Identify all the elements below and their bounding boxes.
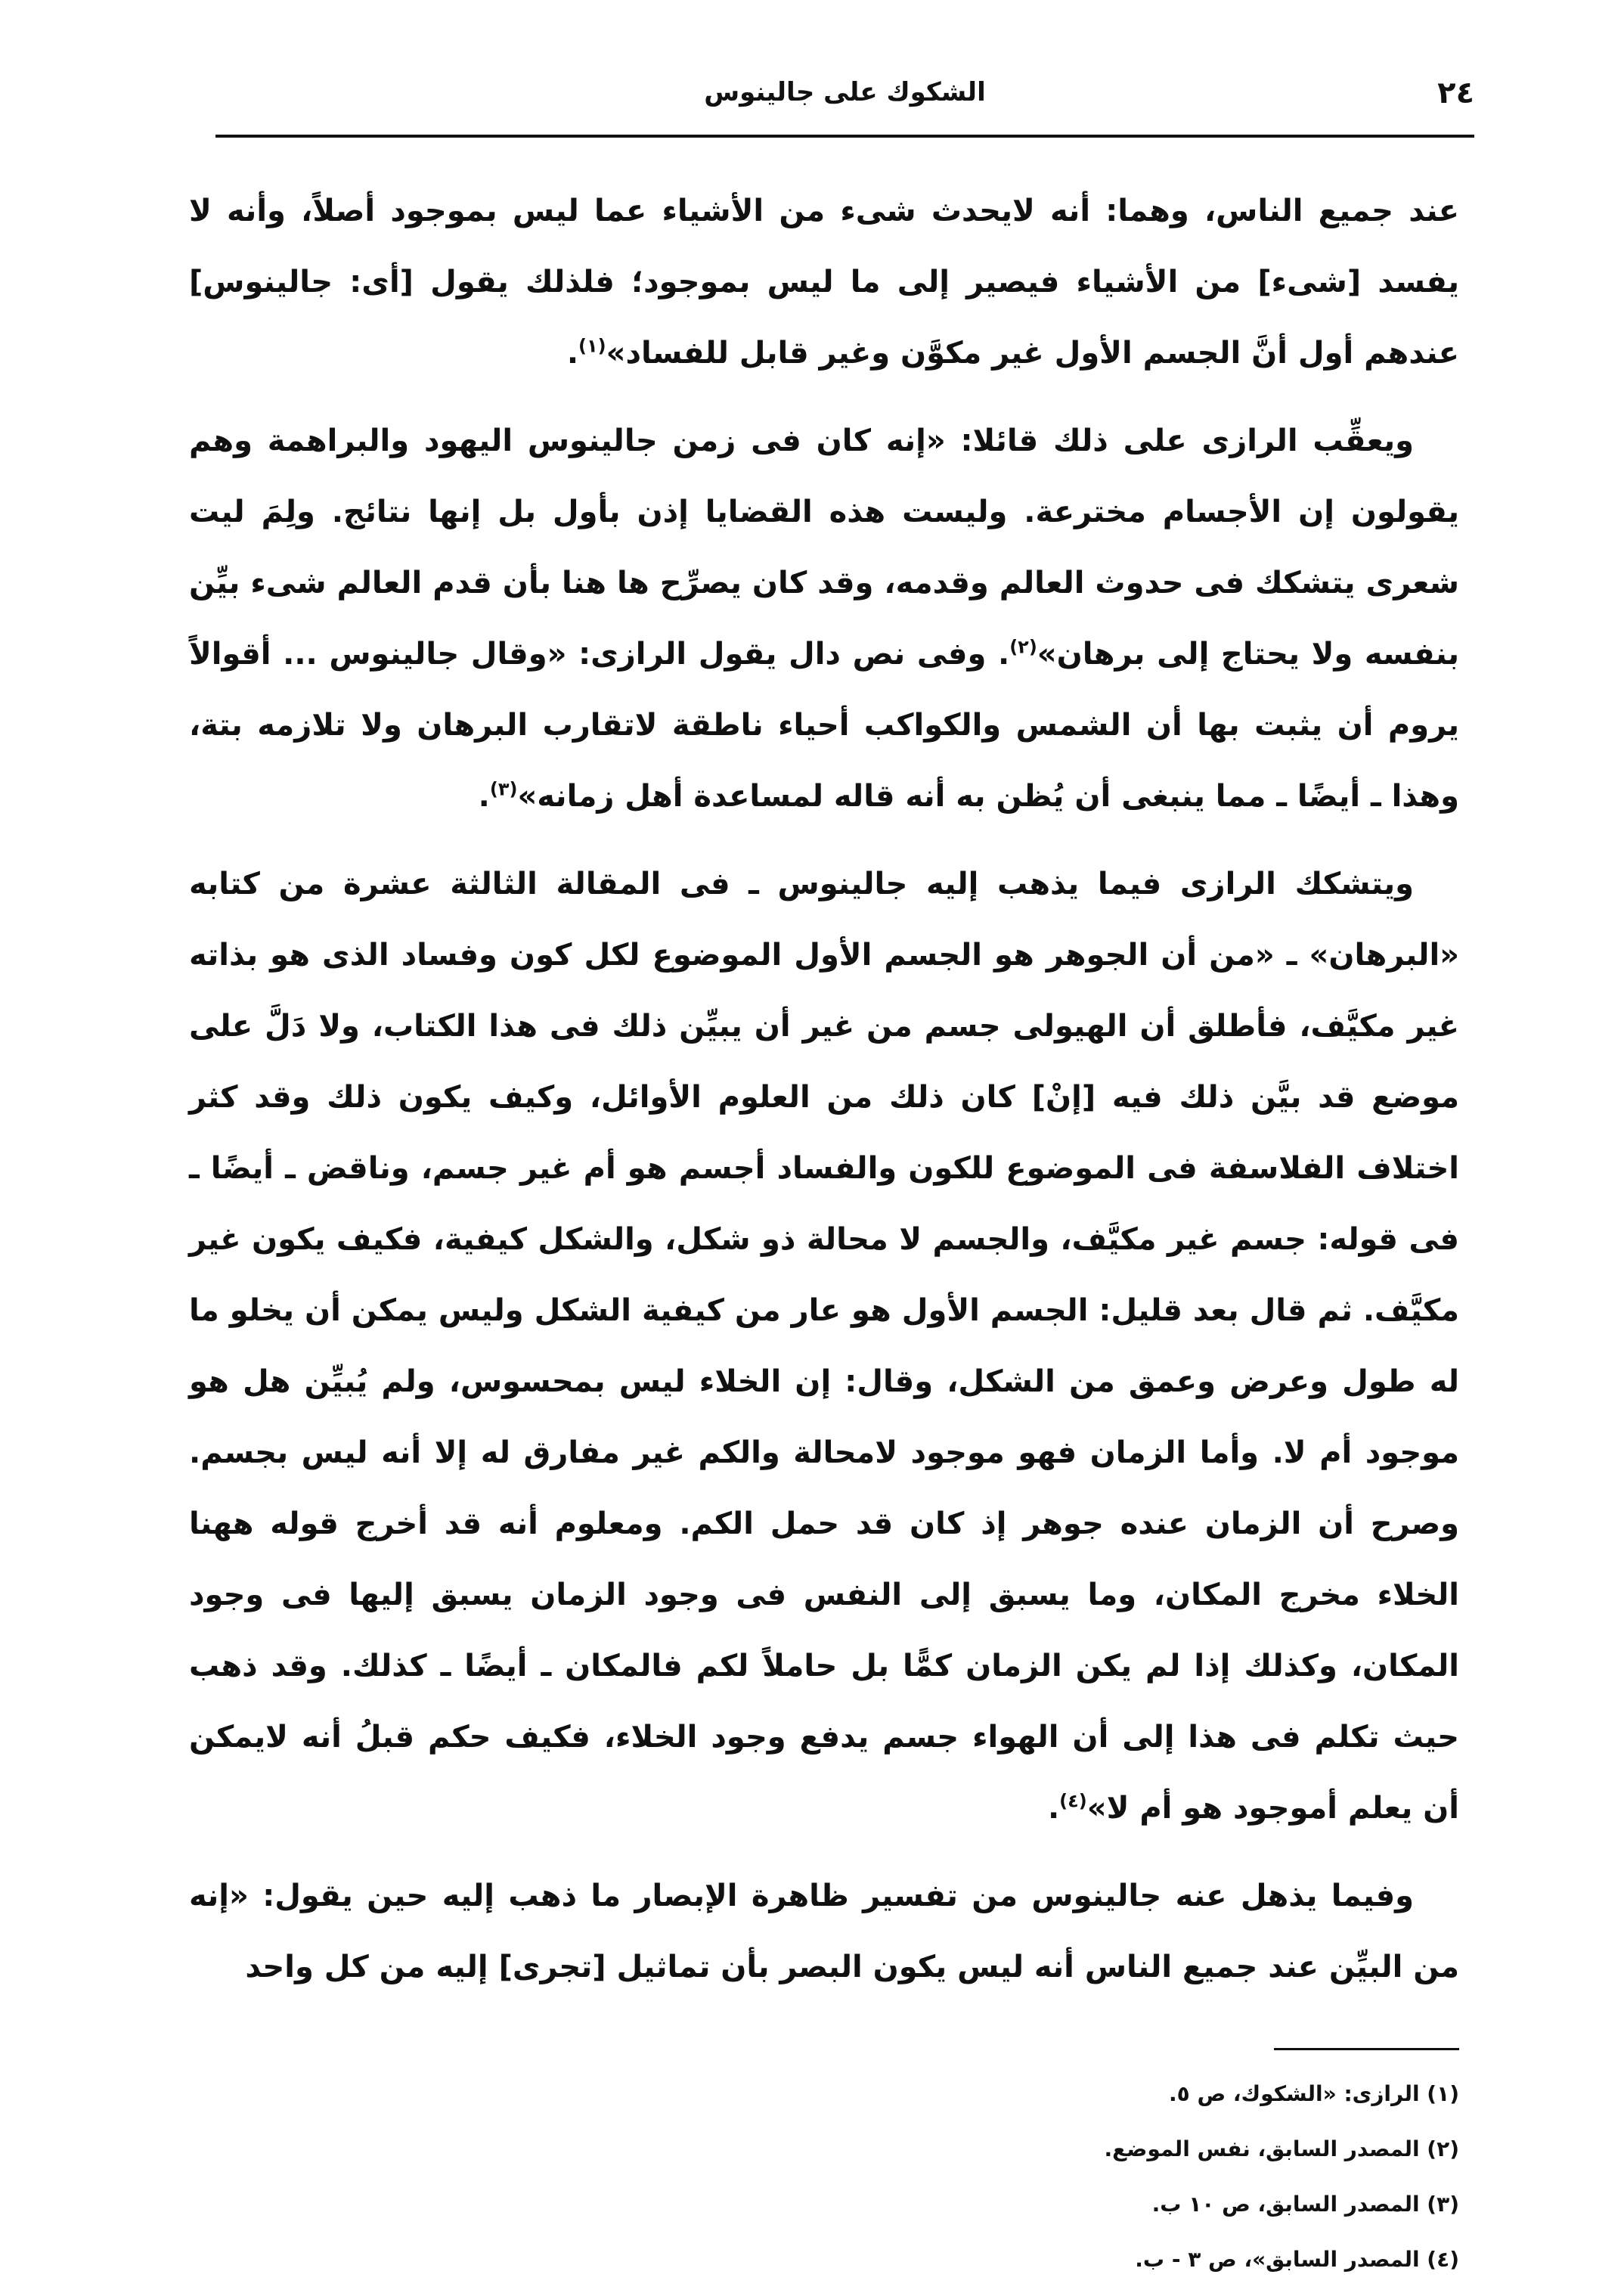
footnote-ref: (١) <box>578 335 606 357</box>
paragraph-tail: . <box>1047 1791 1060 1826</box>
footnote-1: (١) الرازى: «الشكوك، ص ٥. <box>1168 2081 1459 2106</box>
paragraph-tail: . <box>478 779 490 814</box>
footnote-ref: (٤) <box>1059 1790 1087 1812</box>
footnotes <box>189 2066 1459 2287</box>
paragraph-4 <box>189 1860 1459 2003</box>
paragraph-tail: . <box>566 336 579 371</box>
paragraph-3 <box>189 849 1459 1844</box>
page-header <box>215 76 1474 136</box>
running-title: الشكوك على جالينوس <box>704 77 986 107</box>
footnote-2: (٢) المصدر السابق، نفس الموضع. <box>1104 2136 1459 2161</box>
paragraph-text: ويتشكك الرازى فيما يذهب إليه جالينوس ـ فى المقالة الثالثة عشرة من كتابه «البرهان» ـ «من أن الجوهر هو الجسم الأول الموضوع لكل كون وفساد الذى هو بذاته غير مكيَّف، فأطلق أن الهيولى جسم من غير أن يبيِّن ذلك فى هذا الكتاب، ولا دَلَّ على موضع قد بيَّن ذلك فيه [إنْ] كان ذلك من العلوم الأوائل، وكيف يكون ذلك وقد كثر اختلاف الفلاسفة فى الموضوع للكون والفساد أجسم هو أم غير جسم، وناقض ـ أيضًا ـ فى قوله: جسم غير مكيَّف، والجسم لا محالة ذو شكل، والشكل كيفية، فكيف يكون غير مكيَّف. ثم قال بعد قليل: الجسم الأول هو عار من كيفية الشكل وليس يمكن أن يخلو ما له طول وعرض وعمق من الشكل، وقال: إن الخلاء ليس بمحسوس، ولم يُبيِّن هل هو موجود أم لا. وأما الزمان فهو موجود لامحالة والكم غير مفارق له إلا أنه ليس بجسم. وصرح أن الزمان عنده جوهر إذ كان قد حمل الكم. ومعلوم أنه قد أخرج قوله ههنا الخلاء مخرج المكان، وما يسبق إلى النفس فى وجود الزمان يسبق إليها فى وجود المكان، وكذلك إذا لم يكن الزمان كمًّا بل حاملاً لكم فالمكان ـ أيضًا ـ كذلك. وقد ذهب حيث تكلم فى هذا إلى أن الهواء جسم يدفع وجود الخلاء، فكيف حكم قبلُ أنه لايمكن أن يعلم أموجود هو أم لا» <box>189 867 1459 1826</box>
page-number: ٢٤ <box>1437 76 1474 110</box>
footnote-ref: (٣) <box>489 778 518 800</box>
paragraph-2 <box>189 405 1459 832</box>
header-rule <box>215 135 1474 138</box>
paragraph-text: ويعقِّب الرازى على ذلك قائلا: «إنه كان فى زمن جالينوس اليهود والبراهمة وهم يقولون إن الأجسام مخترعة. وليست هذه القضايا إذن بأول بل إنها نتائج. ولِمَ ليت شعرى يتشكك فى حدوث العالم وقدمه، وقد كان يصرِّح ها هنا بأن قدم العالم شىء بيِّن بنفسه ولا يحتاج إلى برهان» <box>189 424 1460 672</box>
paragraph-text: وفيما يذهل عنه جالينوس من تفسير ظاهرة الإبصار ما ذهب إليه حين يقول: «إنه من البيِّن عند جميع الناس أنه ليس يكون البصر بأن تماثيل [تجرى] إليه من كل واحد <box>189 1879 1459 1984</box>
body-text <box>189 175 1459 2003</box>
footnote-3: (٣) المصدر السابق، ص ١٠ ب. <box>1151 2192 1459 2217</box>
footnote-4: (٤) المصدر السابق»، ص ٣ - ب. <box>1135 2247 1459 2272</box>
paragraph-1 <box>189 175 1459 389</box>
footnote-ref: (٢) <box>1009 636 1037 658</box>
paragraph-tail: . وفى نص دال يقول الرازى: «وقال جالينوس ... أقوالاً يروم أن يثبت بها أن الشمس والكواكب أحياء ناطقة لاتقارب البرهان ولا تلازمه بتة، وهذا ـ أيضًا ـ مما ينبغى أن يُظن به أنه قاله لمساعدة أهل زمانه» <box>189 637 1459 814</box>
paragraph-text: عند جميع الناس، وهما: أنه لايحدث شىء من الأشياء عما ليس بموجود أصلاً، وأنه لا يفسد [شىء] من الأشياء فيصير إلى ما ليس بموجود؛ فلذلك يقول [أى: جالينوس] عندهم أول أنَّ الجسم الأول غير مكوَّن وغير قابل للفساد» <box>189 194 1459 371</box>
footnote-rule <box>1274 2048 1459 2050</box>
